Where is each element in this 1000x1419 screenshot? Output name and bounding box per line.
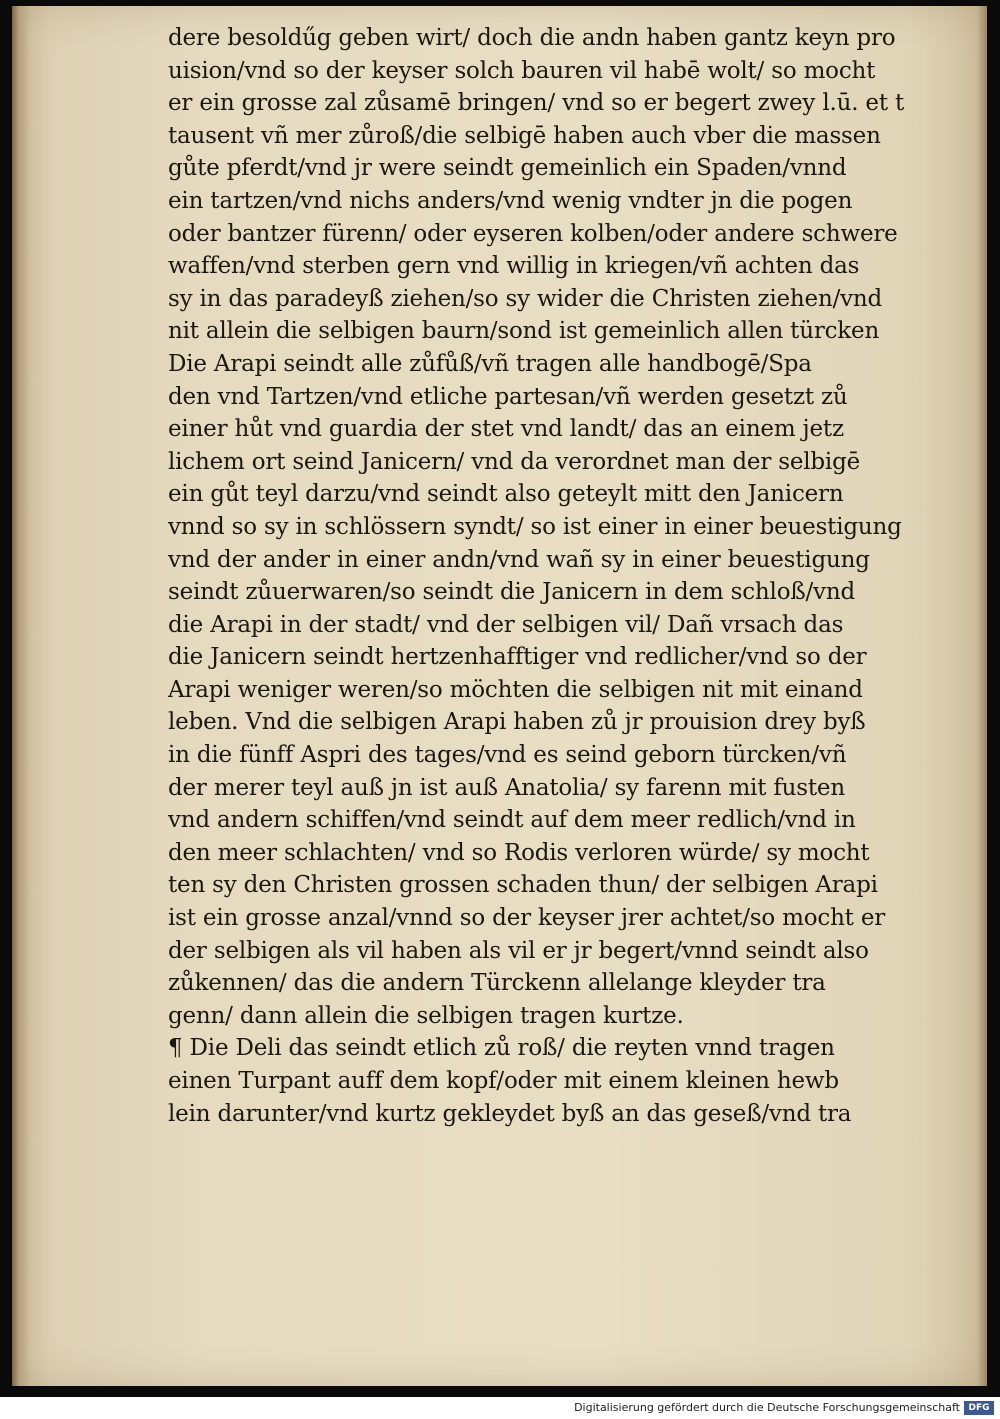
text-line: ten sy den Christen grossen schaden thun/ der selbigen Arapi xyxy=(168,872,878,899)
text-line: in die fünff Aspri des tages/vnd es seind geborn türcken/vñ xyxy=(168,742,847,769)
text-line: zůkennen/ das die andern Türckenn allelange kleyder tra xyxy=(168,970,826,997)
text-line: lein darunter/vnd kurtz gekleydet byß an das geseß/vnd tra xyxy=(168,1100,852,1127)
text-line: Die Arapi seindt alle zůfůß/vñ tragen alle handbogē/Spa xyxy=(168,350,812,377)
text-line: ist ein grosse anzal/vnnd so der keyser jrer achtet/so mocht er xyxy=(168,905,886,932)
text-line: seindt zůuerwaren/so seindt die Janicern in dem schloß/vnd xyxy=(168,579,855,606)
text-line: sy in das paradeyß ziehen/so sy wider die Christen ziehen/vnd xyxy=(168,285,883,312)
text-line: der selbigen als vil haben als vil er jr begert/vnnd seindt also xyxy=(168,937,869,964)
text-line: nit allein die selbigen baurn/sond ist gemeinlich allen türcken xyxy=(168,318,880,345)
text-line: leben. Vnd die selbigen Arapi haben zů jr prouision drey byß xyxy=(168,709,866,736)
text-line: ein gůt teyl darzu/vnd seindt also geteylt mitt den Janicern xyxy=(168,481,844,508)
text-line: die Janicern seindt hertzenhafftiger vnd redlicher/vnd so der xyxy=(168,644,867,671)
text-line: dere besoldűg geben wirt/ doch die andn haben gantz keyn pro xyxy=(168,25,896,51)
page-gutter-shadow xyxy=(12,6,30,1386)
text-line: lichem ort seind Janicern/ vnd da verordnet man der selbigē xyxy=(168,448,861,475)
text-line: den vnd Tartzen/vnd etliche partesan/vñ werden gesetzt zů xyxy=(168,383,848,410)
text-line: die Arapi in der stadt/ vnd der selbigen vil/ Dañ vrsach das xyxy=(168,611,844,638)
text-line: ¶ Die Deli das seindt etlich zů roß/ die reyten vnnd tragen xyxy=(168,1035,835,1062)
text-line: tausent vñ mer zůroß/die selbigē haben auch vber die massen xyxy=(168,122,881,149)
text-line: oder bantzer fürenn/ oder eyseren kolben/oder andere schwere xyxy=(168,220,898,247)
text-line: einen Turpant auff dem kopf/oder mit einem kleinen hewb xyxy=(168,1068,839,1094)
text-line: Arapi weniger weren/so möchten die selbigen nit mit einand xyxy=(168,676,863,703)
text-line: genn/ dann allein die selbigen tragen kurtze. xyxy=(168,1002,684,1029)
text-line: der merer teyl auß jn ist auß Anatolia/ sy farenn mit fusten xyxy=(168,774,845,801)
footer-credit-text: Digitalisierung gefördert durch die Deutsche Forschungsgemeinschaft xyxy=(574,1401,960,1414)
page-edge-shadow xyxy=(977,6,987,1386)
text-line: vnd der ander in einer andn/vnd wañ sy in einer beuestigung xyxy=(168,546,870,573)
text-line: er ein grosse zal zůsamē bringen/ vnd so er begert zwey l.ū. et t xyxy=(168,90,905,117)
digitization-footer xyxy=(0,1397,1000,1419)
page-text-block xyxy=(168,22,958,1130)
text-line: gůte pferdt/vnd jr were seindt gemeinlich ein Spaden/vnnd xyxy=(168,155,847,182)
text-line: ein tartzen/vnd nichs anders/vnd wenig vndter jn die pogen xyxy=(168,187,853,214)
text-line: vnnd so sy in schlössern syndt/ so ist einer in einer beuestigung xyxy=(168,513,902,540)
text-line: uision/vnd so der keyser solch bauren vil habē wolt/ so mocht xyxy=(168,57,876,84)
text-line: vnd andern schiffen/vnd seindt auf dem meer redlich/vnd in xyxy=(168,807,856,834)
text-line: waffen/vnd sterben gern vnd willig in kriegen/vñ achten das xyxy=(168,253,860,280)
text-line: einer hůt vnd guardia der stet vnd landt/ das an einem jetz xyxy=(168,416,844,443)
dfg-logo: DFG xyxy=(964,1401,994,1415)
text-line: den meer schlachten/ vnd so Rodis verloren würde/ sy mocht xyxy=(168,839,870,866)
